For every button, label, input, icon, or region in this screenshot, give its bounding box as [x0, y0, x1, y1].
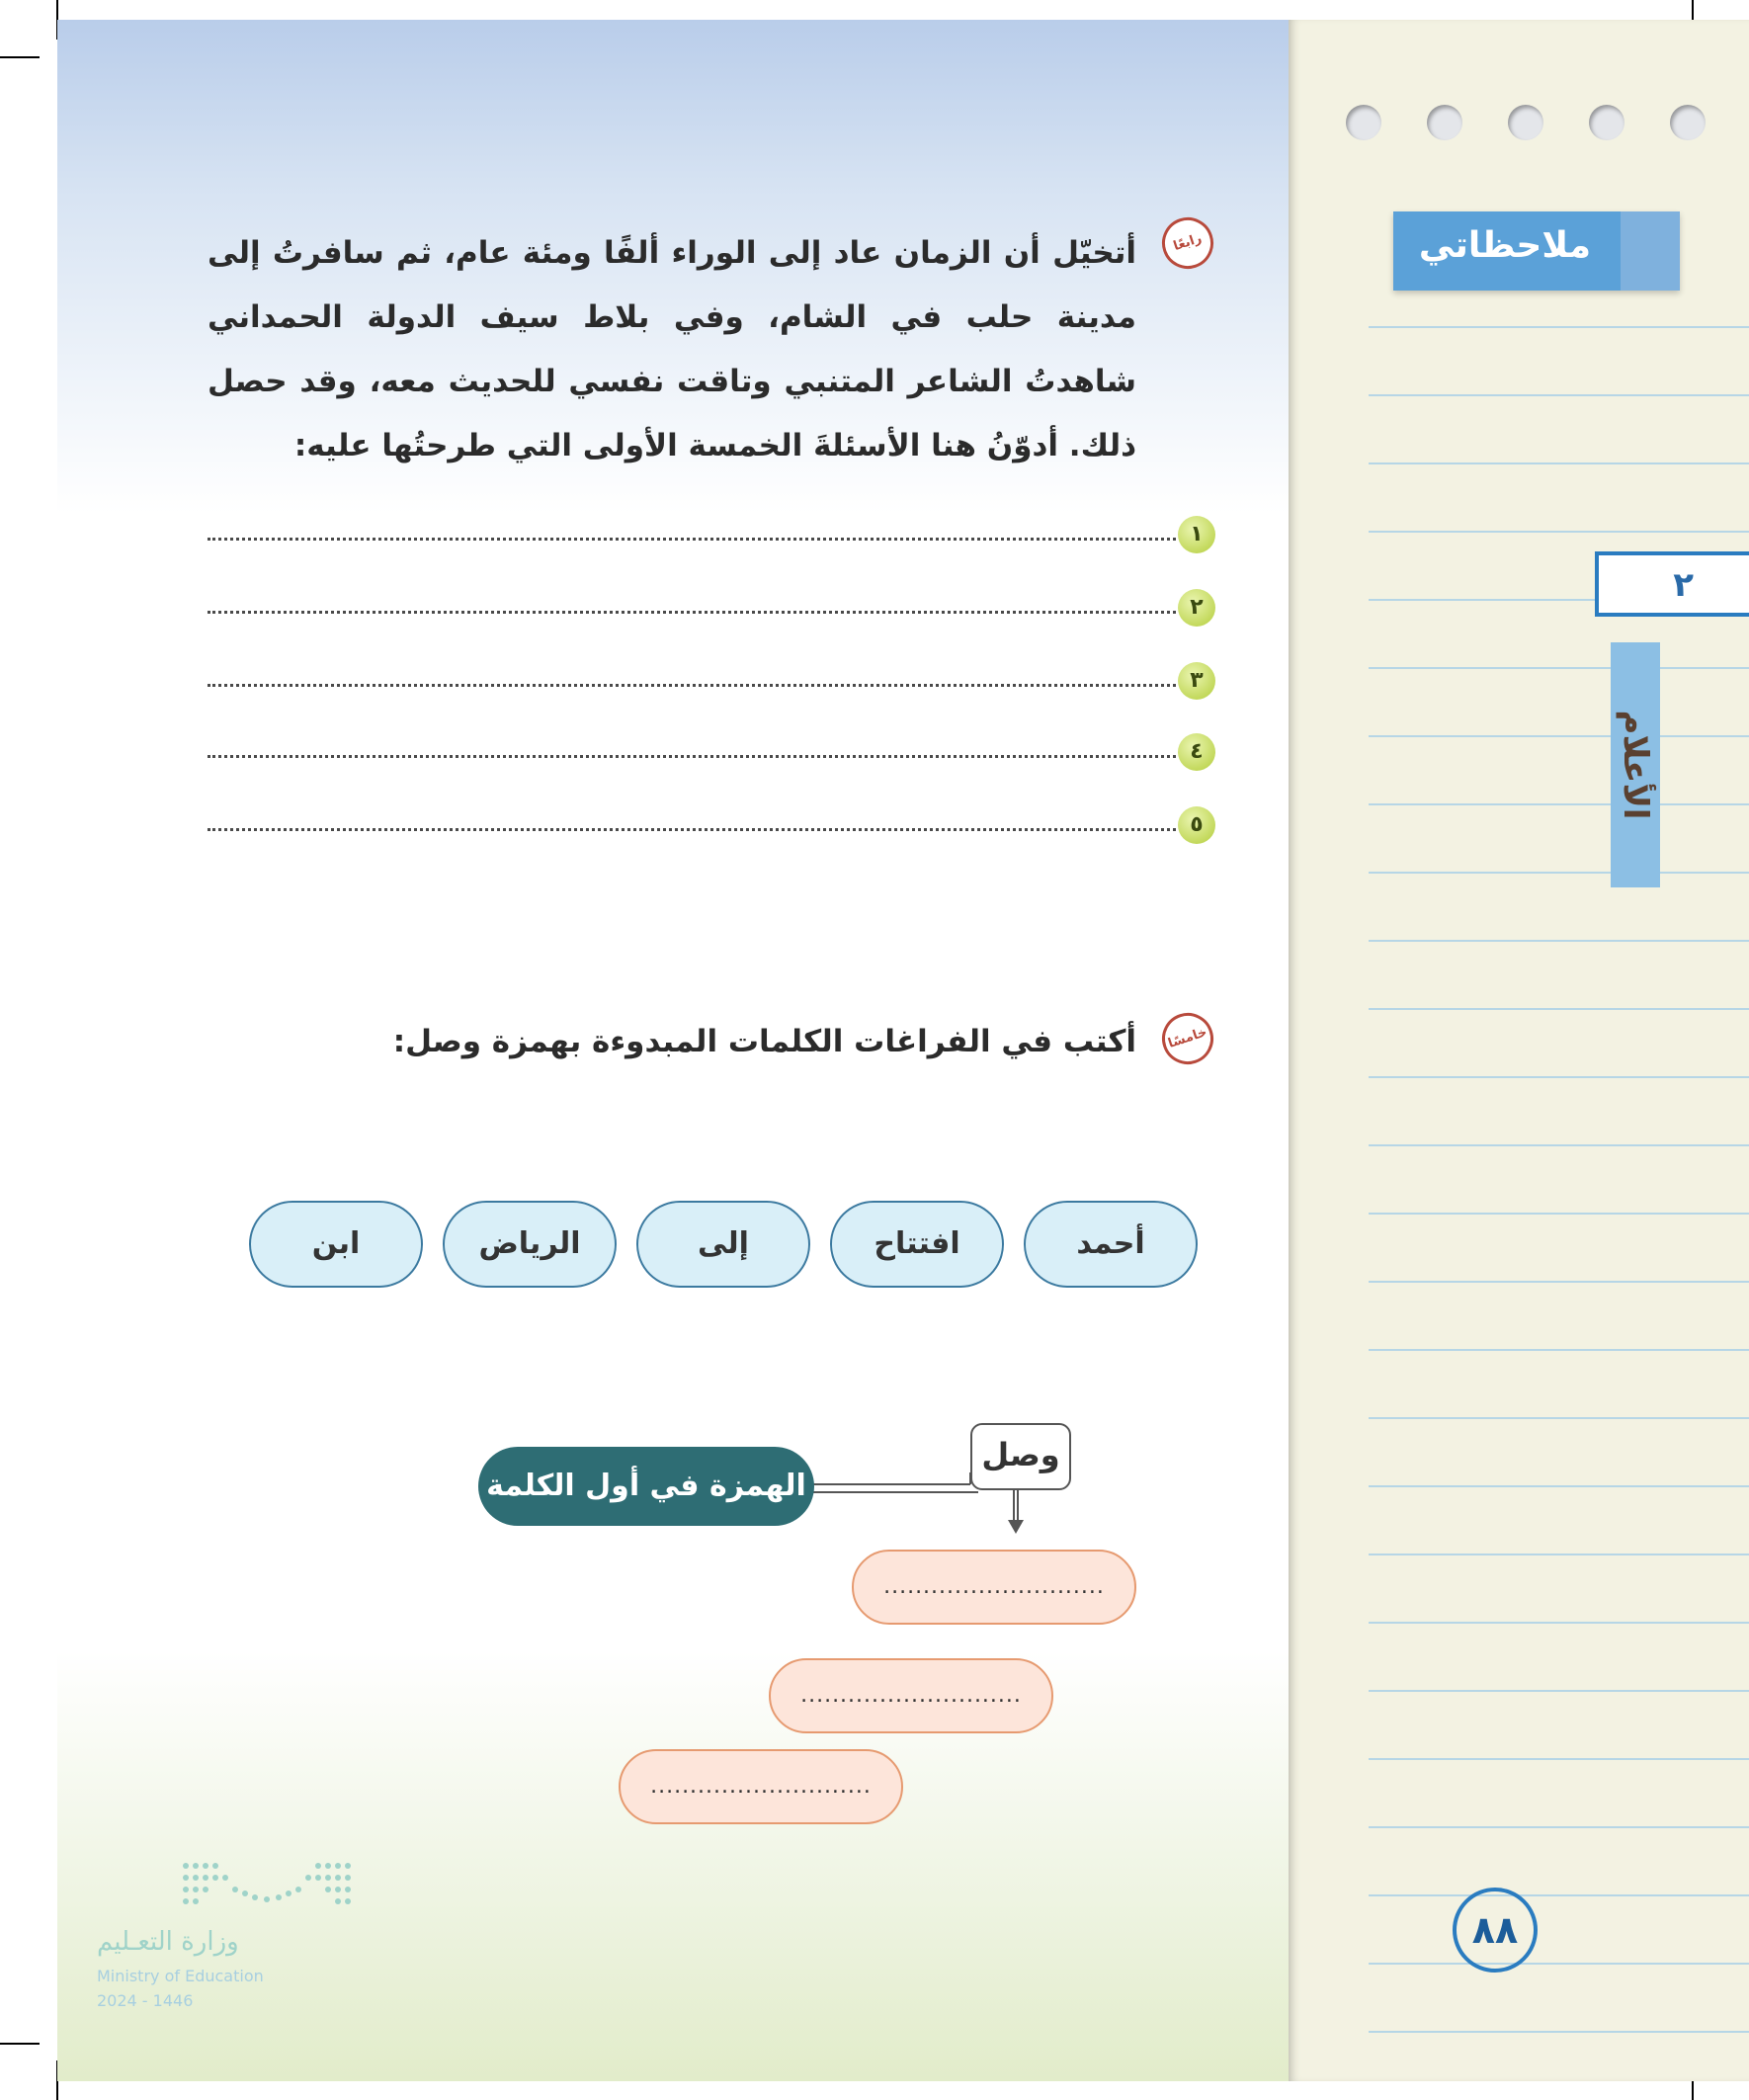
answer-line[interactable] — [208, 755, 1176, 758]
section-badge: رابعًا — [1155, 210, 1220, 276]
notebook-line — [1369, 1554, 1749, 1555]
section4-paragraph: أتخيّل أن الزمان عاد إلى الوراء ألفًا ومئة عام، ثم سافرتُ إلى مدينة حلب في الشام، وفي بلاط سيف الدولة الحمداني شاهدتُ الشاعر المتنبي وتاقت نفسي للحديث معه، وقد حصل ذلك. أدوّنُ هنا الأسئلةَ الخمسة الأولى التي طرحتُها عليه: — [208, 235, 1136, 463]
answer-line[interactable] — [208, 684, 1176, 687]
notebook-line — [1369, 1417, 1749, 1419]
notebook-line — [1369, 1826, 1749, 1828]
notebook-line — [1369, 1213, 1749, 1215]
question-number: ٥ — [1178, 806, 1215, 844]
crop-mark — [0, 2043, 40, 2045]
notebook-line — [1369, 667, 1749, 669]
notebook-line — [1369, 326, 1749, 328]
ribbon-label: الأعلام — [1616, 710, 1655, 820]
notebook-line — [1369, 531, 1749, 533]
binder-hole — [1508, 105, 1543, 140]
word-pill: أحمد — [1024, 1201, 1198, 1288]
notebook-line — [1369, 735, 1749, 737]
notes-title: ملاحظاتي — [1418, 225, 1591, 266]
notebook-line — [1369, 1963, 1749, 1965]
binder-hole — [1346, 105, 1381, 140]
notes-tab — [1393, 211, 1680, 291]
notebook-sidebar — [1289, 20, 1749, 2081]
answer-field[interactable]: ............................ — [769, 1658, 1053, 1733]
word-pill: افتتاح — [830, 1201, 1004, 1288]
crop-mark — [0, 56, 40, 58]
page-number: ٨٨ — [1453, 1888, 1538, 1973]
answer-field[interactable]: ............................ — [852, 1550, 1136, 1625]
section-badge: خامسًا — [1155, 1006, 1220, 1071]
notebook-line — [1369, 803, 1749, 805]
binder-hole — [1670, 105, 1706, 140]
answer-line[interactable] — [208, 611, 1176, 614]
question-number: ٢ — [1178, 589, 1215, 627]
notebook-line — [1369, 940, 1749, 942]
notebook-line — [1369, 1758, 1749, 1760]
word-pill: الرياض — [443, 1201, 617, 1288]
question-number: ٣ — [1178, 662, 1215, 700]
ministry-year: 2024 - 1446 — [97, 1991, 194, 2010]
ministry-name-english: Ministry of Education — [97, 1967, 264, 1985]
binder-hole — [1589, 105, 1624, 140]
binder-hole — [1427, 105, 1462, 140]
notebook-line — [1369, 872, 1749, 874]
notebook-line — [1369, 1349, 1749, 1351]
notebook-line — [1369, 394, 1749, 396]
word-pill: ابن — [249, 1201, 423, 1288]
diagram-title: الهمزة في أول الكلمة — [478, 1447, 814, 1526]
notebook-line — [1369, 462, 1749, 464]
unit-box — [1595, 551, 1749, 617]
unit-ribbon — [1611, 642, 1660, 887]
ministry-name-arabic: وزارة التعـليم — [97, 1927, 239, 1957]
answer-line[interactable] — [208, 828, 1176, 831]
notebook-line — [1369, 1894, 1749, 1896]
section5-instruction: أكتب في الفراغات الكلمات المبدوءة بهمزة وصل: — [392, 1024, 1136, 1059]
wasl-bubble: وصل — [970, 1423, 1071, 1490]
notebook-line — [1369, 1144, 1749, 1146]
notebook-line — [1369, 1622, 1749, 1624]
notebook-line — [1369, 1008, 1749, 1010]
notebook-line — [1369, 1485, 1749, 1487]
unit-number: ٢ — [1673, 565, 1694, 605]
word-pill: إلى — [636, 1201, 810, 1288]
answer-line[interactable] — [208, 538, 1176, 541]
notebook-line — [1369, 2031, 1749, 2033]
notebook-line — [1369, 1076, 1749, 1078]
notebook-line — [1369, 1281, 1749, 1283]
notebook-line — [1369, 1690, 1749, 1692]
question-number: ١ — [1178, 516, 1215, 553]
ministry-logo-icon — [180, 1858, 354, 1909]
question-number: ٤ — [1178, 733, 1215, 771]
answer-field[interactable]: ............................ — [619, 1749, 903, 1824]
